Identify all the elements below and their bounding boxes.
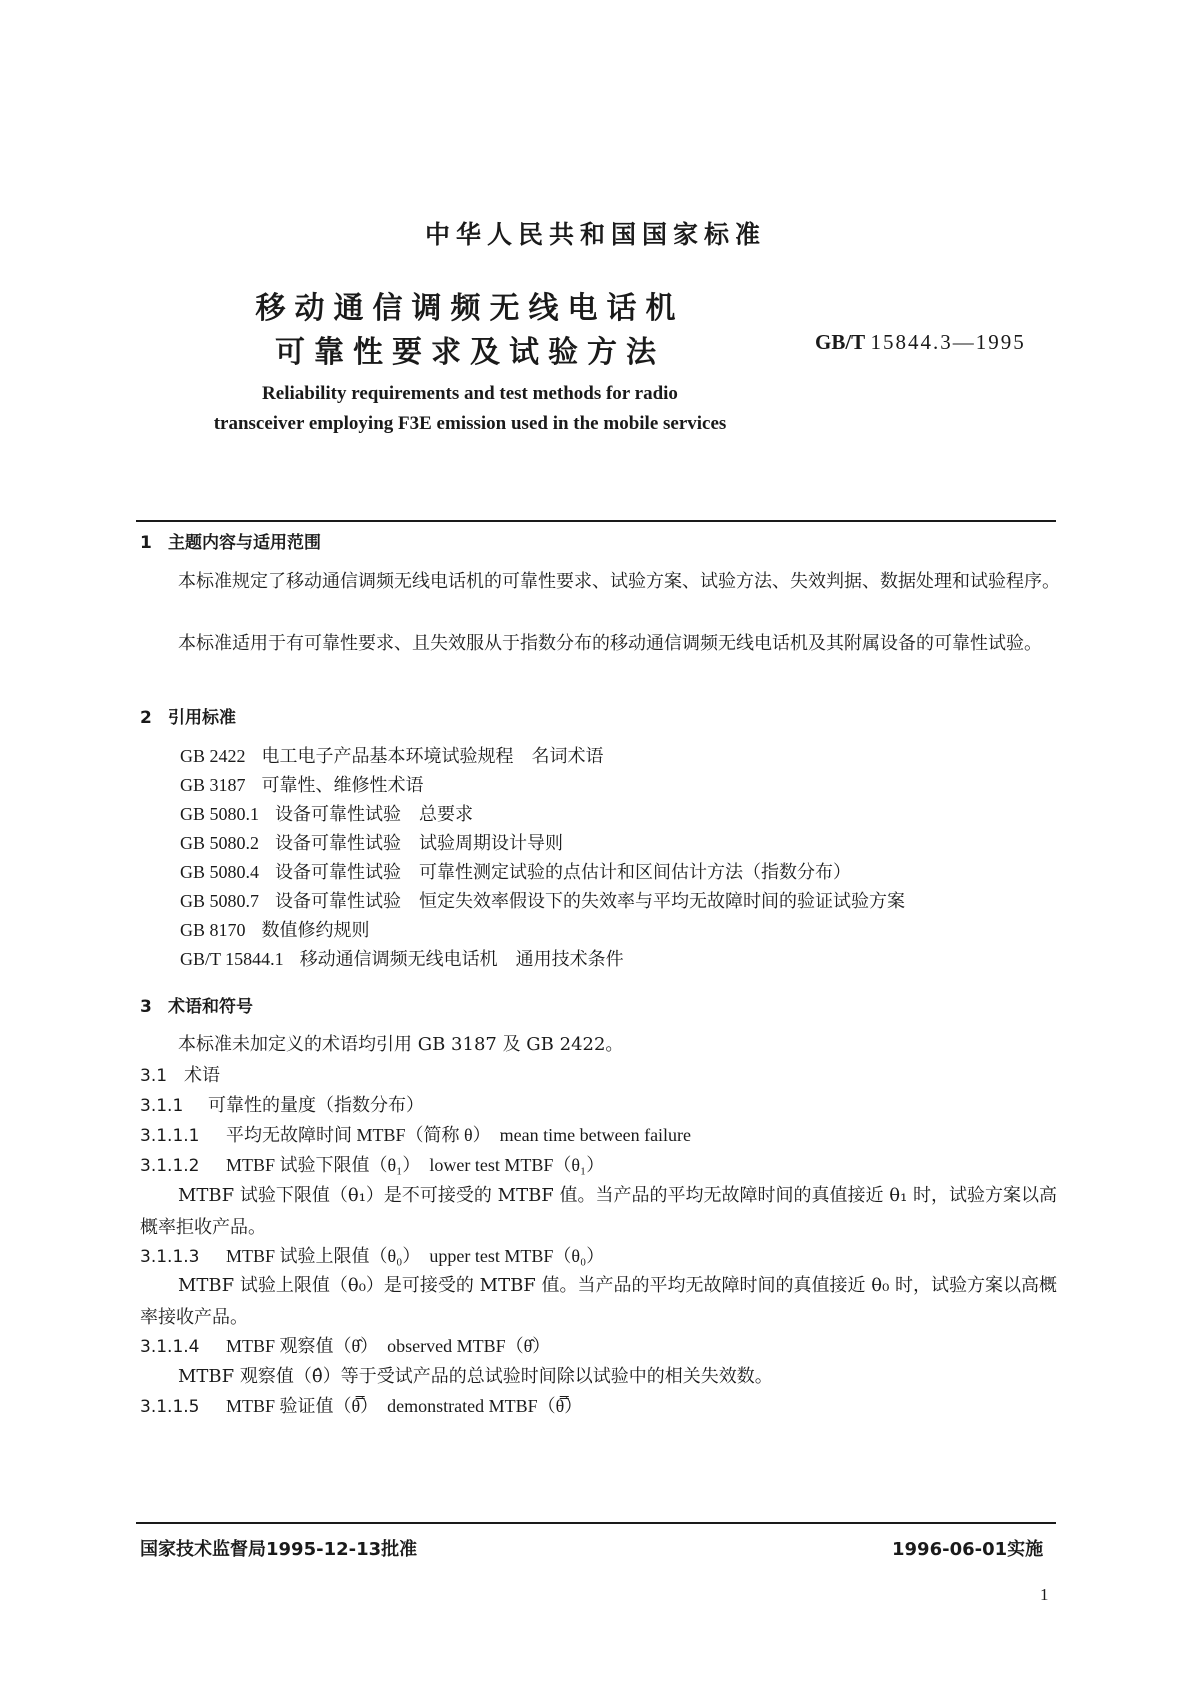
standard-code: 15844.3—1995 (870, 330, 1026, 354)
term-number: 3.1 (140, 1066, 168, 1086)
reference-code: GB 3187 (180, 775, 246, 795)
term-heading (140, 1121, 691, 1147)
title-cn-line1: 移动通信调频无线电话机 (255, 291, 685, 326)
term-heading (140, 1061, 220, 1087)
footer-divider (136, 1522, 1056, 1524)
reference-code: GB 5080.7 (180, 891, 260, 911)
reference-item (180, 829, 563, 855)
title-cn-line2: 可靠性要求及试验方法 (275, 335, 665, 370)
section-1-paragraph-2: 本标准适用于有可靠性要求、且失效服从于指数分布的移动通信调频无线电话机及其附属设备的可靠性试验。 (178, 633, 1042, 654)
section-title: 引用标准 (168, 708, 236, 728)
definition-upper-test-mtbf: MTBF 试验上限值（θ₀）是可接受的 MTBF 值。当产品的平均无故障时间的真值接近 θ₀ 时，试验方案以高概率接收产品。 (140, 1275, 1058, 1328)
term-heading (140, 1242, 604, 1268)
reference-item (180, 858, 851, 884)
term-text: 可靠性的量度（指数分布） (208, 1095, 424, 1116)
term-text: 平均无故障时间 MTBF（简称 θ） mean time between failure (226, 1125, 692, 1145)
reference-code: GB 2422 (180, 746, 246, 766)
reference-title: 移动通信调频无线电话机 通用技术条件 (299, 949, 624, 970)
reference-title: 设备可靠性试验 试验周期设计导则 (275, 833, 564, 854)
title-en-line1: Reliability requirements and test methods for radio (262, 383, 678, 404)
reference-item (180, 887, 905, 913)
section-number: 1 (140, 533, 152, 553)
term-text: MTBF 试验上限值（θ₀） upper test MTBF（θ₀） (226, 1246, 605, 1266)
page-number: 1 (1040, 1585, 1049, 1604)
section-title: 主题内容与适用范围 (168, 533, 321, 553)
reference-item (180, 916, 370, 942)
term-heading (140, 1392, 582, 1418)
reference-title: 设备可靠性试验 可靠性测定试验的点估计和区间估计方法（指数分布） (275, 862, 852, 883)
reference-code: GB/T 15844.1 (180, 949, 284, 969)
reference-title: 可靠性、维修性术语 (261, 775, 424, 796)
section-1-paragraph-1: 本标准规定了移动通信调频无线电话机的可靠性要求、试验方案、试验方法、失效判据、数据处理和试验程序。 (178, 571, 1060, 592)
reference-title: 设备可靠性试验 恒定失效率假设下的失效率与平均无故障时间的验证试验方案 (275, 891, 906, 912)
national-standard-heading: 中华人民共和国国家标准 (424, 220, 766, 249)
reference-code: GB 8170 (180, 920, 246, 940)
term-number: 3.1.1 (140, 1096, 184, 1116)
section-number: 2 (140, 708, 152, 728)
title-en-line2: transceiver employing F3E emission used in the mobile services (213, 413, 727, 434)
reference-title: 电工电子产品基本环境试验规程 名词术语 (261, 746, 604, 767)
term-number: 3.1.1.3 (140, 1247, 200, 1267)
reference-item (180, 771, 424, 797)
section-1-heading (140, 528, 321, 553)
term-heading (140, 1151, 604, 1177)
standard-prefix: GB/T (815, 330, 866, 354)
term-text: MTBF 试验下限值（θ₁） lower test MTBF（θ₁） (226, 1155, 605, 1175)
effective-date: 1996-06-01实施 (892, 1539, 1044, 1560)
definition-observed-mtbf: MTBF 观察值（θ̂）等于受试产品的总试验时间除以试验中的相关失效数。 (178, 1366, 773, 1387)
definition-lower-test-mtbf: MTBF 试验下限值（θ₁）是不可接受的 MTBF 值。当产品的平均无故障时间的真值接近 θ₁ 时，试验方案以高概率拒收产品。 (140, 1185, 1058, 1238)
term-number: 3.1.1.5 (140, 1397, 200, 1417)
term-number: 3.1.1.1 (140, 1126, 200, 1146)
reference-code: GB 5080.1 (180, 804, 260, 824)
reference-code: GB 5080.4 (180, 862, 260, 882)
header-divider (136, 520, 1056, 522)
section-2-heading (140, 703, 236, 728)
reference-item (180, 800, 473, 826)
section-title: 术语和符号 (168, 997, 253, 1017)
reference-code: GB 5080.2 (180, 833, 260, 853)
term-text: MTBF 验证值（θ̿） demonstrated MTBF（θ̿） (226, 1396, 583, 1416)
term-heading (140, 1091, 424, 1117)
section-3-heading (140, 992, 253, 1017)
term-text: 术语 (184, 1065, 220, 1086)
reference-item (180, 742, 604, 768)
term-number: 3.1.1.2 (140, 1156, 200, 1176)
term-heading (140, 1332, 550, 1358)
reference-item (180, 945, 624, 971)
term-number: 3.1.1.4 (140, 1337, 200, 1357)
section-3-intro: 本标准未加定义的术语均引用 GB 3187 及 GB 2422。 (178, 1034, 624, 1055)
reference-title: 数值修约规则 (261, 920, 370, 941)
section-number: 3 (140, 997, 152, 1017)
reference-title: 设备可靠性试验 总要求 (275, 804, 474, 825)
term-text: MTBF 观察值（θ̂） observed MTBF（θ̂） (226, 1336, 551, 1356)
approval-date: 国家技术监督局1995-12-13批准 (140, 1539, 418, 1560)
standard-number (815, 330, 1026, 355)
